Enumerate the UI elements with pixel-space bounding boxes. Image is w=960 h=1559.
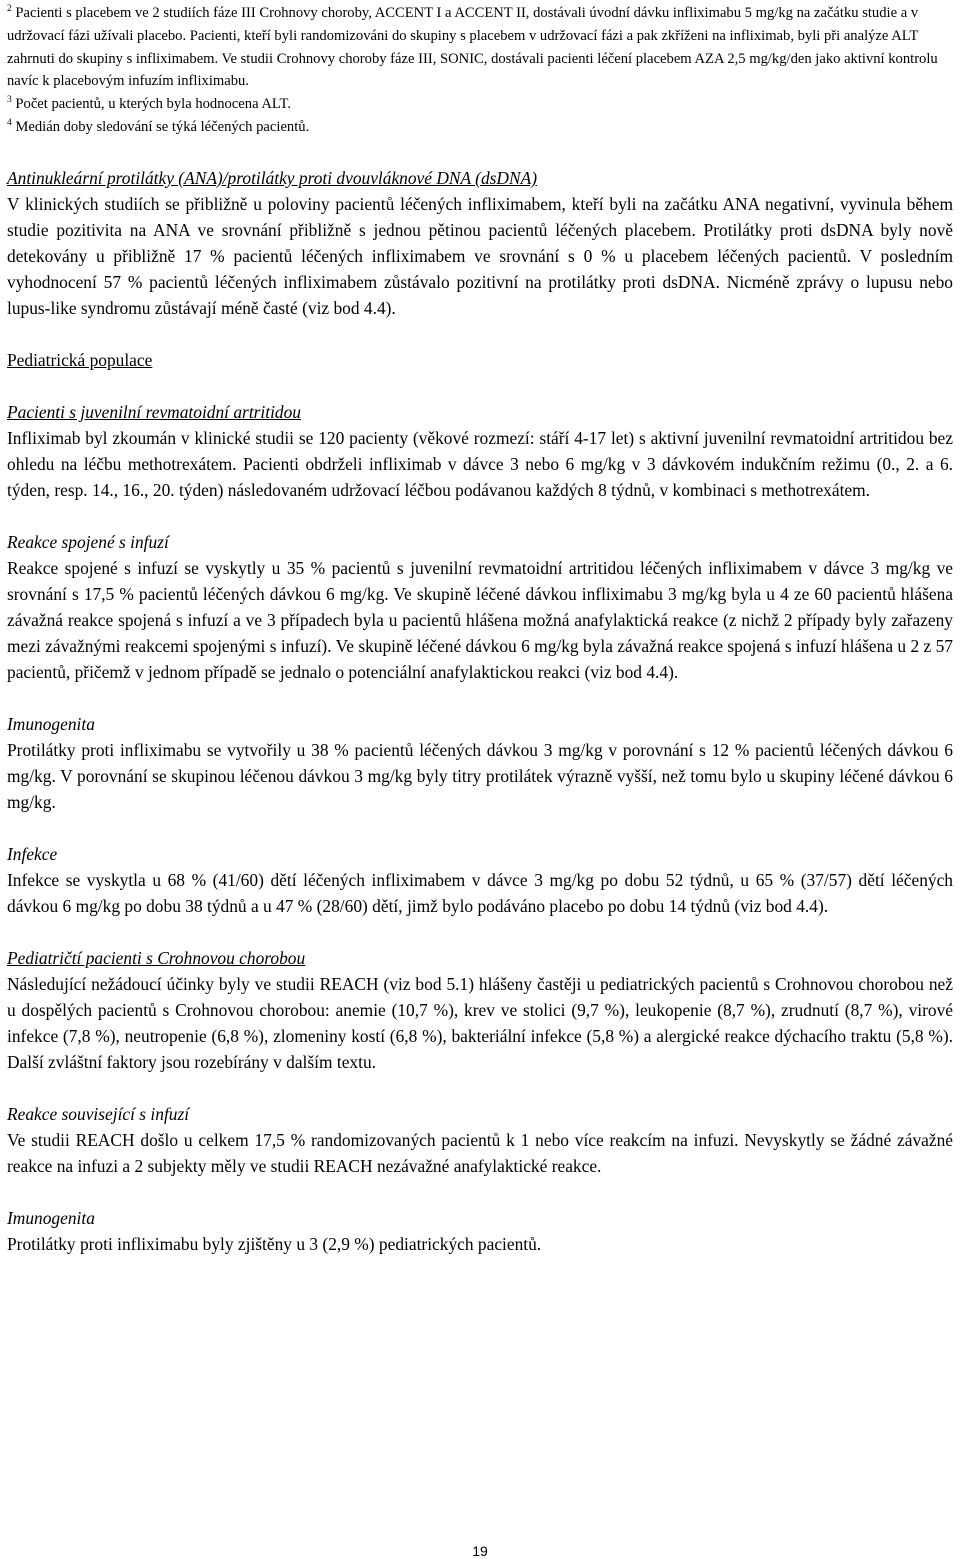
spacer — [7, 321, 953, 347]
spacer — [7, 815, 953, 841]
section-heading: Pacienti s juvenilní revmatoidní artritidou — [7, 401, 301, 422]
page-number: 19 — [472, 1543, 488, 1559]
spacer — [7, 139, 953, 165]
footnote-number: 3 — [7, 95, 12, 106]
section-infusion-reactions — [7, 529, 953, 685]
section-jra — [7, 399, 953, 503]
footnote-text: Medián doby sledování se týká léčených pacientů. — [15, 118, 310, 135]
spacer — [7, 373, 953, 399]
section-ana — [7, 165, 953, 321]
section-heading: Antinukleární protilátky (ANA)/protilátky proti dvouvláknové DNA (dsDNA) — [7, 167, 537, 188]
section-body: Protilátky proti infliximabu se vytvořily u 38 % pacientů léčených dávkou 3 mg/kg v porovnání s 12 % pacientů léčených dávkou 6 mg/kg. V porovnání se skupinou léčenou dávkou 3 mg/kg byly titry protilátek výrazně vyšší, než tomu bylo u skupiny léčené dávkou 6 mg/kg. — [7, 739, 953, 812]
spacer — [7, 1179, 953, 1205]
section-immunogenicity-pediatric — [7, 1205, 953, 1257]
section-body: Infliximab byl zkoumán v klinické studii se 120 pacienty (věkové rozmezí: stáří 4-17 let) s aktivní juvenilní revmatoidní artritidou bez ohledu na léčbu methotrexátem. Pacienti obdrželi infliximab v dávce 3 nebo 6 mg/kg v 3 dávkovém indukčním režimu (0., 2. a 6. týden, resp. 14., 16., 20. týden) následovaném udržovací léčbou podávanou každých 8 týdnů, v kombinaci s methotrexátem. — [7, 427, 953, 500]
spacer — [7, 919, 953, 945]
section-body: Následující nežádoucí účinky byly ve studii REACH (viz bod 5.1) hlášeny častěji u pediatrických pacientů s Crohnovou chorobou než u dospělých pacientů s Crohnovou chorobou: anemie (10,7 %), krev ve stolici (9,7 %), leukopenie (8,7 %), zrudnutí (8,7 %), virové infekce (7,8 %), neutropenie (6,8 %), zlomeniny kostí (6,8 %), bakteriální infekce (5,8 %) a alergické reakce dýchacího traktu (5,8 %). Další zvláštní faktory jsou rozebírány v dalším textu. — [7, 973, 953, 1072]
section-heading: Imunogenita — [7, 713, 95, 734]
footnote-number: 2 — [7, 4, 12, 14]
section-heading: Pediatričtí pacienti s Crohnovou chorobou — [7, 947, 306, 968]
section-body: Infekce se vyskytla u 68 % (41/60) dětí léčených infliximabem v dávce 3 mg/kg po dobu 52 týdnů, u 65 % (37/57) dětí léčených dávkou 6 mg/kg po dobu 38 týdnů a u 47 % (28/60) dětí, jimž bylo podáváno placebo po dobu 14 týdnů (viz bod 4.4). — [7, 869, 953, 916]
section-heading: Reakce související s infuzí — [7, 1103, 190, 1124]
section-body: Protilátky proti infliximabu byly zjištěny u 3 (2,9 %) pediatrických pacientů. — [7, 1233, 542, 1254]
section-heading: Reakce spojené s infuzí — [7, 531, 169, 552]
section-body: Ve studii REACH došlo u celkem 17,5 % randomizovaných pacientů k 1 nebo více reakcím na infuzi. Nevyskytly se žádné závažné reakce na infuzi a 2 subjekty měly ve studii REACH nezávažné anafylaktické reakce. — [7, 1129, 953, 1176]
footnote-4 — [7, 116, 953, 139]
section-body: Reakce spojené s infuzí se vyskytly u 35 % pacientů s juvenilní revmatoidní artritidou léčených infliximabem v dávce 3 mg/kg ve srovnání s 17,5 % pacientů léčených dávkou 6 mg/kg. Ve skupině léčené dávkou infliximabu 3 mg/kg byla u 4 ze 60 pacientů hlášena závažná reakce spojená s infuzí a ve 3 případech byla u pacientů hlášena možná anafylaktická reakce (z nichž 2 případy byly zařazeny mezi závažnými reakcemi spojenými s infuzí). Ve skupině léčené dávkou 6 mg/kg byla závažná reakce spojená s infuzí hlášena u 2 z 57 pacientů, přičemž v jednom případě se jednalo o potenciální anafylaktickou reakci (viz bod 4.4). — [7, 557, 953, 682]
section-body: V klinických studiích se přibližně u poloviny pacientů léčených infliximabem, kteří byli na začátku ANA negativní, vyvinula během studie pozitivita na ANA ve srovnání přibližně s jednou pětinou pacientů léčených placebem. Protilátky proti dsDNA byly nově detekovány u přibližně 17 % pacientů léčených infliximabem ve srovnání s 0 % u placebem léčených pacientů. V posledním vyhodnocení 57 % pacientů léčených infliximabem zůstávalo pozitivní na protilátky proti dsDNA. Nicméně zprávy o lupusu nebo lupus-like syndromu zůstávají méně časté (viz bod 4.4). — [7, 193, 953, 318]
section-heading: Infekce — [7, 843, 58, 864]
footnotes — [7, 2, 953, 139]
footnote-number: 4 — [7, 117, 12, 128]
spacer — [7, 685, 953, 711]
section-pediatric — [7, 347, 953, 373]
section-infection — [7, 841, 953, 919]
spacer — [7, 1075, 953, 1101]
document-page — [7, 0, 953, 1257]
section-heading: Imunogenita — [7, 1207, 95, 1228]
section-immunogenicity — [7, 711, 953, 815]
section-infusion-related — [7, 1101, 953, 1179]
spacer — [7, 503, 953, 529]
section-crohn — [7, 945, 953, 1075]
footnote-text: Počet pacientů, u kterých byla hodnocena ALT. — [15, 96, 291, 113]
section-heading: Pediatrická populace — [7, 349, 153, 370]
footnote-text: Pacienti s placebem ve 2 studiích fáze III Crohnovy choroby, ACCENT I a ACCENT II, dostávali úvodní dávku infliximabu 5 mg/kg na začátku studie a v udržovací fázi užívali placebo. Pacienti, kteří byli randomizováni do skupiny s placebem v udržovací fázi a pak zkříženi na infliximab, byli při analýze ALT zahrnuti do skupiny s infliximabem. Ve studii Crohnovy choroby fáze III, SONIC, dostávali pacienti léčení placebem AZA 2,5 mg/kg/den jako aktivní kontrolu navíc k placebovým infuzím infliximabu. — [7, 5, 938, 90]
footnote-3 — [7, 93, 953, 116]
footnote-2 — [7, 2, 953, 93]
